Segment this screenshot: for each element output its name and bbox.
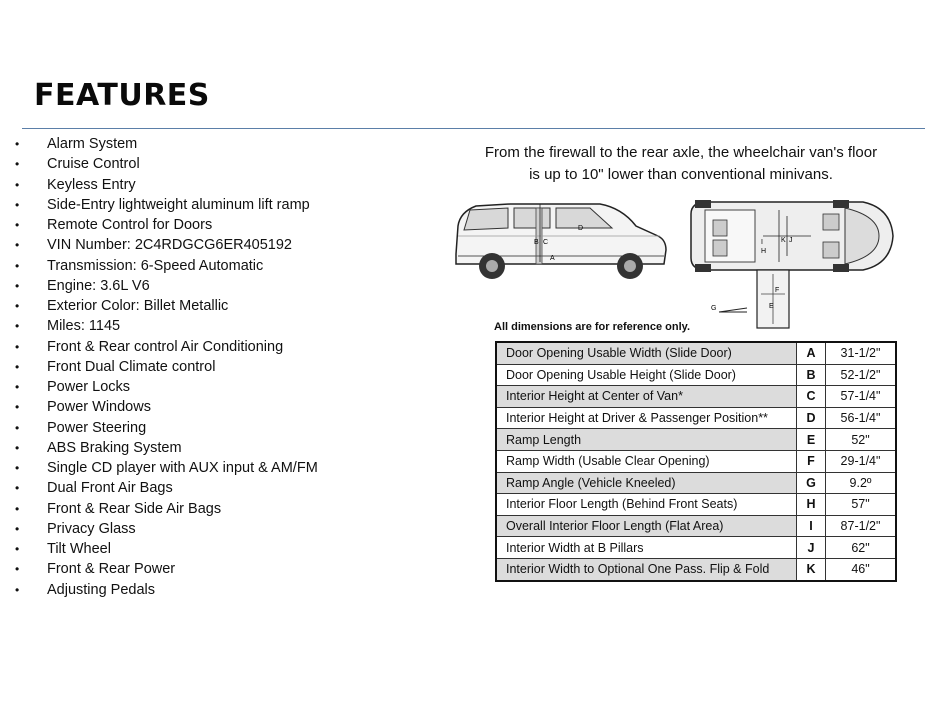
bullet-icon: • (15, 521, 20, 536)
bullet-icon: • (15, 562, 20, 577)
dimension-value: 62" (826, 537, 897, 559)
caption-line: is up to 10" lower than conventional minivans. (529, 166, 833, 183)
bullet-icon: • (15, 319, 20, 334)
bullet-icon: • (15, 400, 20, 415)
dimension-value: 46" (826, 558, 897, 580)
feature-item (15, 296, 318, 316)
dimension-code: C (797, 386, 826, 408)
feature-item (15, 256, 318, 276)
dimension-value: 29-1/4" (826, 450, 897, 472)
feature-item (15, 539, 318, 559)
feature-item (15, 478, 318, 498)
dimensions-table (495, 341, 897, 582)
feature-label: Power Windows (47, 399, 151, 416)
label-i: I (761, 239, 763, 246)
dimension-code: D (797, 407, 826, 429)
bullet-icon: • (15, 299, 20, 313)
dimension-description: Ramp Angle (Vehicle Kneeled) (496, 472, 797, 494)
dimension-description: Interior Floor Length (Behind Front Seats) (496, 494, 797, 516)
feature-label: Dual Front Air Bags (47, 480, 173, 497)
dimension-code: B (797, 364, 826, 386)
dimension-row (496, 494, 896, 516)
dimension-row (496, 429, 896, 451)
feature-item (15, 377, 318, 397)
dimension-code: J (797, 537, 826, 559)
dimension-code: F (797, 450, 826, 472)
feature-label: Engine: 3.6L V6 (47, 277, 150, 294)
dimension-code: A (797, 342, 826, 364)
dimension-code: K (797, 558, 826, 580)
feature-label: Front & Rear control Air Conditioning (47, 338, 284, 355)
feature-label: Miles: 1145 (47, 318, 121, 335)
bullet-icon: • (15, 481, 20, 496)
dimension-description: Ramp Width (Usable Clear Opening) (496, 450, 797, 472)
feature-label: Privacy Glass (47, 520, 136, 537)
feature-label: Remote Control for Doors (47, 217, 213, 233)
bullet-icon: • (15, 278, 20, 293)
feature-item (15, 175, 318, 195)
feature-item (15, 337, 318, 357)
feature-item (15, 580, 318, 600)
dimension-row (496, 342, 896, 364)
feature-item (15, 154, 318, 174)
dimension-row (496, 450, 896, 472)
label-d: D (578, 225, 584, 232)
reference-note: All dimensions are for reference only. (494, 321, 691, 333)
bullet-icon: • (15, 461, 20, 475)
bullet-icon: • (15, 339, 20, 354)
feature-label: Power Steering (47, 419, 147, 436)
label-b: B (534, 239, 539, 246)
bullet-icon: • (15, 137, 20, 151)
feature-item (15, 195, 318, 215)
feature-item (15, 215, 318, 235)
feature-item (15, 499, 318, 519)
feature-label: Single CD player with AUX input & AM/FM (47, 460, 318, 476)
dimension-code: E (797, 429, 826, 451)
dimension-code: G (797, 472, 826, 494)
bullet-icon: • (15, 238, 20, 253)
feature-item (15, 559, 318, 579)
dimension-description: Door Opening Usable Width (Slide Door) (496, 342, 797, 364)
feature-list (15, 134, 318, 600)
feature-label: Tilt Wheel (47, 541, 111, 557)
feature-label: Cruise Control (47, 156, 140, 173)
dimension-code: I (797, 515, 826, 537)
dimension-row (496, 407, 896, 429)
bullet-icon: • (15, 197, 20, 212)
dimension-value: 57-1/4" (826, 386, 897, 408)
bullet-icon: • (15, 440, 20, 455)
feature-label: Transmission: 6-Speed Automatic (47, 257, 264, 274)
caption-line: From the firewall to the rear axle, the wheelchair van's floor (484, 144, 878, 161)
dimension-value: 9.2º (826, 472, 897, 494)
feature-label: Power Locks (47, 379, 131, 395)
feature-label: Alarm System (47, 136, 138, 152)
dimension-code: H (797, 494, 826, 516)
label-c: C (543, 239, 549, 246)
bullet-icon: • (15, 380, 20, 394)
dimension-row (496, 364, 896, 386)
feature-item (15, 316, 318, 336)
dimension-description: Ramp Length (496, 429, 797, 451)
feature-label: ABS Braking System (47, 439, 182, 456)
feature-item (15, 235, 318, 255)
label-f: F (775, 287, 780, 294)
feature-label: Front & Rear Side Air Bags (47, 500, 222, 517)
feature-item (15, 519, 318, 539)
feature-item (15, 418, 318, 438)
feature-label: Side-Entry lightweight aluminum lift ramp (47, 196, 310, 213)
dimension-row (496, 558, 896, 580)
label-e: E (769, 303, 774, 310)
dimension-row (496, 515, 896, 537)
bullet-icon: • (15, 420, 20, 435)
van-side-view-diagram (450, 196, 670, 286)
feature-label: Adjusting Pedals (47, 581, 156, 598)
feature-label: Exterior Color: Billet Metallic (47, 298, 229, 314)
dimension-value: 56-1/4" (826, 407, 897, 429)
diagram-caption (450, 142, 912, 186)
bullet-icon: • (15, 582, 20, 597)
bullet-icon: • (15, 258, 20, 273)
dimension-description: Interior Width to Optional One Pass. Flip & Fold (496, 558, 797, 580)
feature-item (15, 357, 318, 377)
dimension-description: Interior Height at Center of Van* (496, 386, 797, 408)
label-j: J (789, 237, 793, 244)
feature-label: Front & Rear Power (47, 561, 176, 578)
feature-item (15, 397, 318, 417)
label-h: H (761, 248, 767, 255)
bullet-icon: • (15, 218, 20, 232)
dimension-row (496, 386, 896, 408)
dimension-description: Interior Width at B Pillars (496, 537, 797, 559)
label-a: A (550, 255, 555, 262)
feature-label: Keyless Entry (47, 176, 136, 193)
feature-item (15, 276, 318, 296)
bullet-icon: • (15, 501, 20, 516)
dimension-description: Door Opening Usable Height (Slide Door) (496, 364, 797, 386)
dimension-value: 57" (826, 494, 897, 516)
feature-label: Front Dual Climate control (47, 358, 216, 375)
dimension-description: Interior Height at Driver & Passenger Position** (496, 407, 797, 429)
feature-item (15, 458, 318, 478)
bullet-icon: • (15, 542, 20, 556)
dimension-value: 52-1/2" (826, 364, 897, 386)
page-title: FEATURES (34, 78, 210, 113)
feature-item (15, 134, 318, 154)
bullet-icon: • (15, 177, 20, 192)
bullet-icon: • (15, 157, 20, 172)
feature-label: VIN Number: 2C4RDGCG6ER405192 (47, 237, 292, 254)
dimension-value: 52" (826, 429, 897, 451)
label-k: K (781, 237, 786, 244)
dimension-row (496, 472, 896, 494)
feature-item (15, 438, 318, 458)
van-top-view-diagram (683, 196, 898, 331)
dimension-value: 31-1/2" (826, 342, 897, 364)
dimension-value: 87-1/2" (826, 515, 897, 537)
dimension-row (496, 537, 896, 559)
dimension-description: Overall Interior Floor Length (Flat Area) (496, 515, 797, 537)
title-divider (22, 128, 925, 129)
bullet-icon: • (15, 359, 20, 374)
label-g: G (711, 305, 717, 312)
